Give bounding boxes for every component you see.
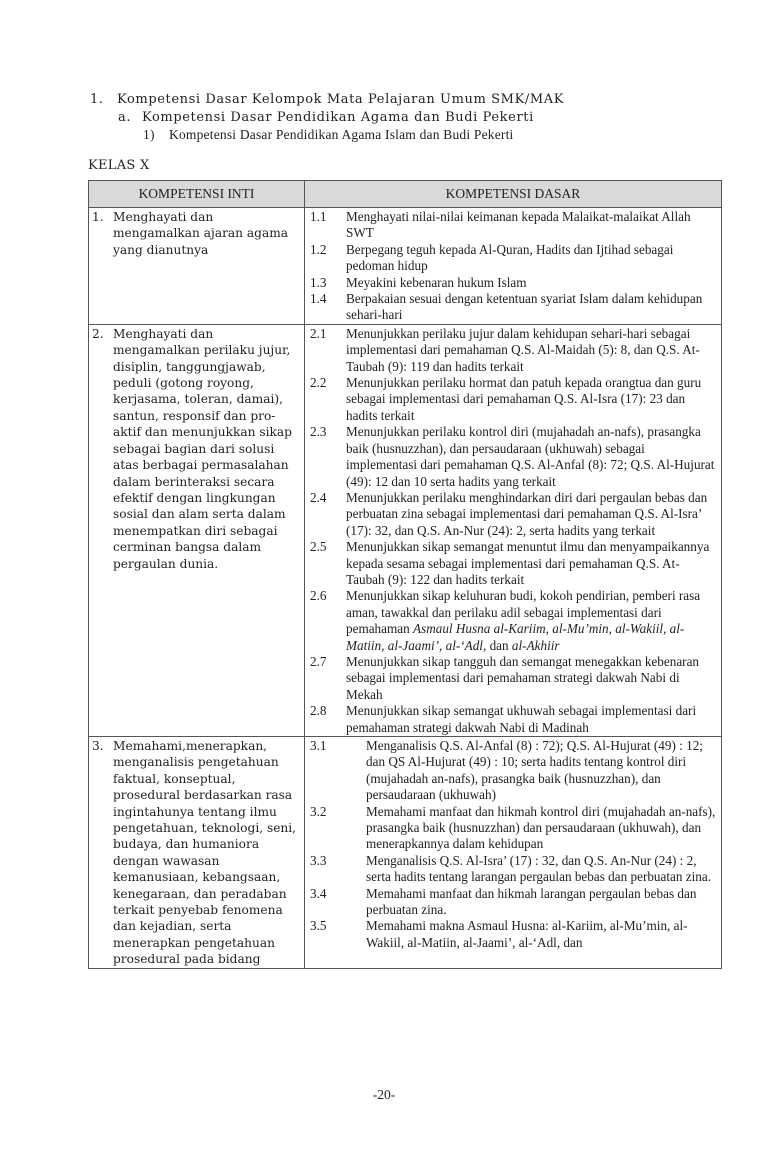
kd-item	[308, 853, 718, 886]
ki-text: Menghayati dan mengamalkan ajaran agama yang dianutnya	[113, 210, 289, 257]
kd-cell	[305, 737, 722, 969]
kd-item	[308, 703, 718, 736]
kd-text: Menganalisis Q.S. Al-Isra’ (17) : 32, dan Q.S. An-Nur (24) : 2, serta hadits tentang larangan pergaulan bebas dan perbuatan zina.	[366, 852, 712, 885]
kd-number: 1.4	[310, 291, 327, 307]
class-label: KELAS X	[88, 158, 150, 173]
ki-cell	[89, 737, 305, 969]
heading-level-2	[118, 110, 534, 125]
kd-number: 1.3	[310, 274, 327, 290]
kd-text: Meyakini kebenaran hukum Islam	[346, 274, 527, 290]
kd-text: Menganalisis Q.S. Al-Anfal (8) : 72); Q.S. Al-Hujurat (49) : 12; dan QS Al-Hujurat (49) : 10; serta hadits tentang kontrol diri (mujahadah an-nafs), prasangka baik (husnuzzhan), dan persaudaraan (ukhuwah)	[366, 738, 703, 803]
ki-number: 3.	[92, 739, 104, 753]
kd-text-part: dan	[486, 637, 512, 653]
heading-level-3	[143, 127, 514, 143]
heading-1-text: Kompetensi Dasar Kelompok Mata Pelajaran Umum SMK/MAK	[117, 92, 565, 107]
kd-item	[308, 424, 718, 490]
kd-number: 3.4	[310, 885, 327, 901]
kd-number: 2.7	[310, 653, 327, 669]
competency-table	[88, 180, 722, 969]
kd-number: 2.4	[310, 489, 327, 505]
kd-text: Berpegang teguh kepada Al-Quran, Hadits dan Ijtihad sebagai pedoman hidup	[346, 241, 674, 274]
heading-3-text: Kompetensi Dasar Pendidikan Agama Islam dan Budi Pekerti	[169, 127, 514, 142]
kd-item	[308, 275, 718, 291]
kd-text: Menunjukkan perilaku jujur dalam kehidupan sehari-hari sebagai implementasi dari pemahaman Q.S. Al-Maidah (5): 8, dan Q.S. At-Taubah (9): 119 dan hadits terkait	[346, 325, 700, 374]
kd-cell	[305, 208, 722, 325]
kd-text-italic: Asmaul Husna al-Kariim, al-Mu’min, al-Wakiil, al-Matiin, al-Jaami’, al-‘Adl,	[346, 621, 685, 653]
kd-text: Menunjukkan perilaku kontrol diri (mujahadah an-nafs), prasangka baik (husnuzzhan), dan persaudaraan (ukhuwah) sebagai implementasi dari pemahaman Q.S. Al-Anfal (8): 72; Q.S. Al-Hujurat (49): 12 dan 10 serta hadits yang terkait	[346, 424, 715, 489]
table-row	[89, 324, 722, 736]
kd-item	[308, 738, 718, 804]
kd-text: Menunjukkan perilaku hormat dan patuh kepada orangtua dan guru sebagai implementasi dari pemahaman Q.S. Al-Isra (17): 23 dan hadits terkait	[346, 375, 702, 423]
kd-item	[308, 588, 718, 654]
heading-3-number: 1)	[143, 127, 155, 142]
kd-item	[308, 886, 718, 919]
kd-number: 3.1	[310, 738, 327, 753]
kd-item	[308, 804, 718, 853]
heading-2-number: a.	[118, 110, 132, 125]
ki-number: 2.	[92, 326, 104, 341]
kd-item	[308, 209, 718, 242]
kd-item	[308, 490, 718, 539]
page-number: -20-	[372, 1087, 396, 1102]
kd-number: 2.3	[310, 424, 327, 440]
kd-item	[308, 375, 718, 424]
kd-text: Menghayati nilai-nilai keimanan kepada Malaikat-malaikat Allah SWT	[346, 209, 691, 241]
kd-text: Memahami manfaat dan hikmah kontrol diri (mujahadah an-nafs), prasangka baik (husnuzzhan) dan persaudaraan (ukhuwah), dan menerapkannya dalam kehidupan	[366, 803, 716, 852]
table-header-row	[89, 181, 722, 208]
kd-number: 2.2	[310, 375, 327, 391]
kd-item	[308, 291, 718, 324]
kd-text: Berpakaian sesuai dengan ketentuan syariat Islam dalam kehidupan sehari-hari	[346, 291, 703, 323]
kd-number: 2.5	[310, 539, 327, 555]
kd-number: 2.8	[310, 703, 327, 719]
ki-text: Memahami,menerapkan, menganalisis pengetahuan faktual, konseptual, prosedural berdasarkan rasa ingintahunya tentang ilmu pengetahuan, teknologi, seni, budaya, dan humaniora dengan wawasan kemanusiaan, kebangsaan, kenegaraan, dan peradaban terkait penyebab fenomena dan kejadian, serta menerapkan pengetahuan prosedural pada bidang	[113, 739, 297, 967]
kd-text-part: Menunjukkan sikap keluhuran budi, kokoh pendirian, pemberi rasa aman, tawakkal dan perilaku adil sebagai implementasi dari pemahaman	[346, 588, 701, 637]
kd-item	[308, 242, 718, 275]
kd-number: 1.1	[310, 209, 327, 224]
ki-cell	[89, 208, 305, 325]
ki-cell	[89, 324, 305, 736]
table-row	[89, 208, 722, 325]
heading-1-number: 1.	[90, 92, 104, 107]
kd-number: 2.1	[310, 325, 327, 341]
kd-item	[308, 539, 718, 588]
kd-number: 2.6	[310, 588, 327, 604]
header-kompetensi-inti: KOMPETENSI INTI	[89, 181, 305, 208]
kd-text	[346, 588, 718, 654]
heading-2-text: Kompetensi Dasar Pendidikan Agama dan Budi Pekerti	[142, 110, 534, 125]
kd-text: Memahami makna Asmaul Husna: al-Kariim, al-Mu’min, al-Wakiil, al-Matiin, al-Jaami’, al-‘Adl, dan	[366, 918, 688, 950]
kd-text: Menunjukkan sikap semangat menuntut ilmu dan menyampaikannya kepada sesama sebagai implementasi dari pemahaman Q.S. At-Taubah (9): 122 dan hadits terkait	[346, 539, 710, 587]
header-kompetensi-dasar: KOMPETENSI DASAR	[305, 181, 722, 208]
kd-item	[308, 654, 718, 703]
ki-text: Menghayati dan mengamalkan perilaku jujur, disiplin, tanggungjawab, peduli (gotong royong, kerjasama, toleran, damai), santun, responsif dan pro-aktif dan menunjukkan sikap sebagai bagian dari solusi atas berbagai permasalahan dalam berinteraksi secara efektif dengan lingkungan sosial dan alam serta dalam menempatkan diri sebagai cerminan bangsa dalam pergaulan dunia.	[113, 326, 292, 571]
kd-number: 1.2	[310, 241, 327, 257]
kd-text: Menunjukkan sikap tangguh dan semangat menegakkan kebenaran sebagai implementasi dari pemahaman strategi dakwah Nabi di Mekah	[346, 653, 700, 702]
kd-item	[308, 326, 718, 375]
kd-text: Menunjukkan perilaku menghindarkan diri dari pergaulan bebas dan perbuatan zina sebagai implementasi dari pemahaman Q.S. Al-Isra’ (17): 32, dan Q.S. An-Nur (24): 2, serta hadits yang terkait	[346, 489, 708, 538]
kd-item	[308, 918, 718, 951]
kd-text: Memahami manfaat dan hikmah larangan pergaulan bebas dan perbuatan zina.	[366, 885, 697, 918]
heading-level-1	[90, 92, 564, 107]
kd-number: 3.2	[310, 803, 327, 819]
table-row	[89, 737, 722, 969]
ki-number: 1.	[92, 210, 104, 224]
kd-text-italic: al-Akhiir	[511, 637, 560, 653]
kd-cell	[305, 324, 722, 736]
kd-text: Menunjukkan sikap semangat ukhuwah sebagai implementasi dari pemahaman strategi dakwah Nabi di Madinah	[346, 703, 697, 735]
kd-number: 3.3	[310, 852, 327, 868]
kd-number: 3.5	[310, 918, 327, 934]
